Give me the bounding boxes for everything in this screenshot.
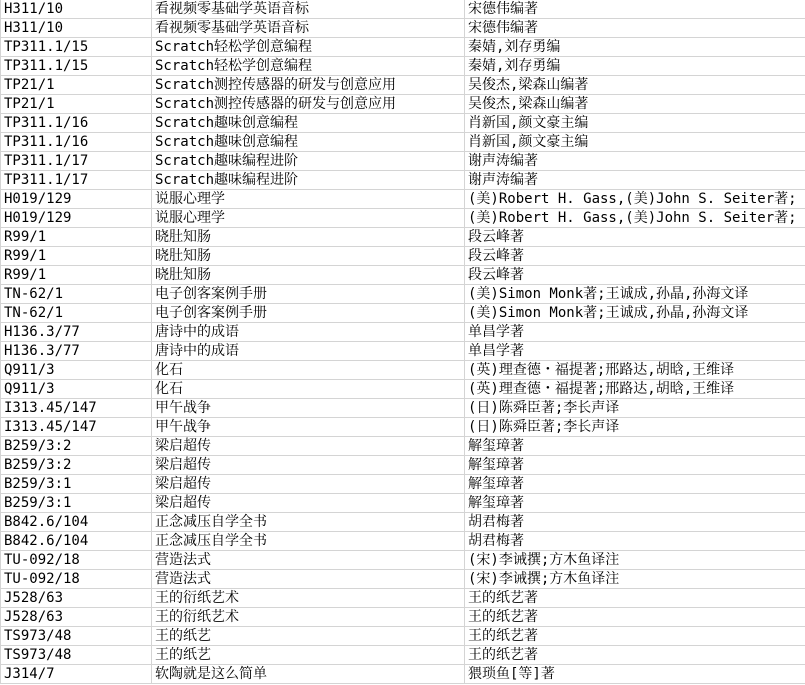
cell-author[interactable]: 胡君梅著	[465, 513, 805, 532]
cell-call-number[interactable]: R99/1	[1, 266, 152, 285]
cell-call-number[interactable]: H136.3/77	[1, 342, 152, 361]
cell-call-number[interactable]: I313.45/147	[1, 399, 152, 418]
cell-book-title[interactable]: Scratch趣味编程进阶	[152, 152, 465, 171]
cell-book-title[interactable]: 营造法式	[152, 570, 465, 589]
table-row	[1, 399, 805, 418]
cell-book-title[interactable]: 说服心理学	[152, 190, 465, 209]
cell-call-number[interactable]: TP311.1/16	[1, 133, 152, 152]
cell-book-title[interactable]: 正念减压自学全书	[152, 532, 465, 551]
cell-book-title[interactable]: 晓肚知肠	[152, 266, 465, 285]
cell-book-title[interactable]: Scratch轻松学创意编程	[152, 38, 465, 57]
cell-call-number[interactable]: TP311.1/17	[1, 152, 152, 171]
cell-author[interactable]: (宋)李诫撰;方木鱼译注	[465, 570, 805, 589]
cell-author[interactable]: 段云峰著	[465, 228, 805, 247]
cell-book-title[interactable]: 王的衍纸艺术	[152, 589, 465, 608]
cell-call-number[interactable]: B842.6/104	[1, 532, 152, 551]
table-row	[1, 456, 805, 475]
cell-call-number[interactable]: TN-62/1	[1, 285, 152, 304]
cell-author[interactable]: (美)Robert H. Gass,(美)John S. Seiter著;	[465, 209, 805, 228]
cell-call-number[interactable]: J314/7	[1, 665, 152, 684]
cell-book-title[interactable]: 甲午战争	[152, 399, 465, 418]
table-row	[1, 285, 805, 304]
table-row	[1, 95, 805, 114]
cell-call-number[interactable]: TP311.1/15	[1, 38, 152, 57]
cell-call-number[interactable]: Q911/3	[1, 380, 152, 399]
table-row	[1, 361, 805, 380]
cell-call-number[interactable]: I313.45/147	[1, 418, 152, 437]
cell-book-title[interactable]: 王的纸艺	[152, 627, 465, 646]
cell-call-number[interactable]: TU-092/18	[1, 551, 152, 570]
cell-call-number[interactable]: TP311.1/17	[1, 171, 152, 190]
table-row	[1, 570, 805, 589]
cell-author[interactable]: 吴俊杰,梁森山编著	[465, 95, 805, 114]
cell-book-title[interactable]: 梁启超传	[152, 456, 465, 475]
cell-author[interactable]: 宋德伟编著	[465, 0, 805, 19]
cell-call-number[interactable]: TP311.1/16	[1, 114, 152, 133]
table-row	[1, 589, 805, 608]
cell-call-number[interactable]: H019/129	[1, 209, 152, 228]
table-row	[1, 551, 805, 570]
cell-call-number[interactable]: R99/1	[1, 247, 152, 266]
table-row	[1, 152, 805, 171]
table-row	[1, 114, 805, 133]
table-row	[1, 76, 805, 95]
cell-call-number[interactable]: TS973/48	[1, 646, 152, 665]
cell-author[interactable]: (日)陈舜臣著;李长声译	[465, 399, 805, 418]
cell-book-title[interactable]: 梁启超传	[152, 475, 465, 494]
cell-author[interactable]: 王的纸艺著	[465, 589, 805, 608]
cell-author[interactable]: (美)Robert H. Gass,(美)John S. Seiter著;	[465, 190, 805, 209]
table-row	[1, 418, 805, 437]
cell-author[interactable]: 秦婧,刘存勇编	[465, 38, 805, 57]
cell-call-number[interactable]: TU-092/18	[1, 570, 152, 589]
table-row	[1, 437, 805, 456]
cell-author[interactable]: (日)陈舜臣著;李长声译	[465, 418, 805, 437]
cell-book-title[interactable]: 甲午战争	[152, 418, 465, 437]
cell-author[interactable]: (美)Simon Monk著;王诚成,孙晶,孙海文译	[465, 285, 805, 304]
cell-book-title[interactable]: 梁启超传	[152, 494, 465, 513]
cell-author[interactable]: 胡君梅著	[465, 532, 805, 551]
table-row	[1, 494, 805, 513]
cell-call-number[interactable]: H311/10	[1, 0, 152, 19]
cell-author[interactable]: (美)Simon Monk著;王诚成,孙晶,孙海文译	[465, 304, 805, 323]
cell-book-title[interactable]: Scratch趣味创意编程	[152, 114, 465, 133]
cell-author[interactable]: 谢声涛编著	[465, 171, 805, 190]
cell-author[interactable]: (英)理查德・福提著;邢路达,胡晗,王维译	[465, 361, 805, 380]
cell-call-number[interactable]: TP21/1	[1, 95, 152, 114]
cell-book-title[interactable]: Scratch测控传感器的研发与创意应用	[152, 76, 465, 95]
cell-author[interactable]: 段云峰著	[465, 247, 805, 266]
cell-book-title[interactable]: Scratch轻松学创意编程	[152, 57, 465, 76]
cell-author[interactable]: 单昌学著	[465, 323, 805, 342]
cell-book-title[interactable]: 正念减压自学全书	[152, 513, 465, 532]
cell-call-number[interactable]: B259/3:1	[1, 475, 152, 494]
cell-book-title[interactable]: 唐诗中的成语	[152, 342, 465, 361]
cell-book-title[interactable]: 软陶就是这么简单	[152, 665, 465, 684]
cell-author[interactable]: 单昌学著	[465, 342, 805, 361]
cell-call-number[interactable]: J528/63	[1, 589, 152, 608]
table-row	[1, 209, 805, 228]
cell-author[interactable]: 解玺璋著	[465, 456, 805, 475]
cell-author[interactable]: 段云峰著	[465, 266, 805, 285]
table-row	[1, 513, 805, 532]
cell-author[interactable]: 谢声涛编著	[465, 152, 805, 171]
cell-author[interactable]: (宋)李诫撰;方木鱼译注	[465, 551, 805, 570]
cell-book-title[interactable]: 电子创客案例手册	[152, 285, 465, 304]
cell-book-title[interactable]: 看视频零基础学英语音标	[152, 0, 465, 19]
table-row	[1, 19, 805, 38]
cell-book-title[interactable]: Scratch趣味创意编程	[152, 133, 465, 152]
cell-call-number[interactable]: TS973/48	[1, 627, 152, 646]
table-row	[1, 247, 805, 266]
cell-book-title[interactable]: Scratch测控传感器的研发与创意应用	[152, 95, 465, 114]
table-row	[1, 133, 805, 152]
cell-author[interactable]: 宋德伟编著	[465, 19, 805, 38]
cell-author[interactable]: 肖新国,颜文豪主编	[465, 133, 805, 152]
table-row	[1, 323, 805, 342]
table-row	[1, 665, 805, 684]
cell-book-title[interactable]: 梁启超传	[152, 437, 465, 456]
table-row	[1, 38, 805, 57]
cell-call-number[interactable]: H019/129	[1, 190, 152, 209]
cell-call-number[interactable]: B259/3:2	[1, 456, 152, 475]
cell-book-title[interactable]: 营造法式	[152, 551, 465, 570]
cell-call-number[interactable]: Q911/3	[1, 361, 152, 380]
cell-author[interactable]: 王的纸艺著	[465, 608, 805, 627]
cell-call-number[interactable]: TN-62/1	[1, 304, 152, 323]
cell-book-title[interactable]: 晓肚知肠	[152, 247, 465, 266]
table-row	[1, 304, 805, 323]
cell-author[interactable]: (英)理查德・福提著;邢路达,胡晗,王维译	[465, 380, 805, 399]
cell-call-number[interactable]: TP311.1/15	[1, 57, 152, 76]
cell-call-number[interactable]: H311/10	[1, 19, 152, 38]
cell-author[interactable]: 解玺璋著	[465, 437, 805, 456]
table-row	[1, 608, 805, 627]
table-row	[1, 627, 805, 646]
cell-call-number[interactable]: J528/63	[1, 608, 152, 627]
cell-call-number[interactable]: H136.3/77	[1, 323, 152, 342]
cell-call-number[interactable]: B259/3:2	[1, 437, 152, 456]
table-row	[1, 532, 805, 551]
cell-author[interactable]: 王的纸艺著	[465, 627, 805, 646]
cell-author[interactable]: 吴俊杰,梁森山编著	[465, 76, 805, 95]
cell-call-number[interactable]: R99/1	[1, 228, 152, 247]
cell-book-title[interactable]: 化石	[152, 380, 465, 399]
cell-call-number[interactable]: B259/3:1	[1, 494, 152, 513]
table-row	[1, 380, 805, 399]
cell-author[interactable]: 秦婧,刘存勇编	[465, 57, 805, 76]
table-row	[1, 646, 805, 665]
cell-book-title[interactable]: 说服心理学	[152, 209, 465, 228]
cell-book-title[interactable]: 唐诗中的成语	[152, 323, 465, 342]
table-row	[1, 475, 805, 494]
table-row	[1, 228, 805, 247]
cell-book-title[interactable]: 化石	[152, 361, 465, 380]
cell-call-number[interactable]: TP21/1	[1, 76, 152, 95]
table-row	[1, 266, 805, 285]
grid-body	[1, 0, 805, 684]
cell-book-title[interactable]: 晓肚知肠	[152, 228, 465, 247]
cell-author[interactable]: 解玺璋著	[465, 494, 805, 513]
cell-author[interactable]: 肖新国,颜文豪主编	[465, 114, 805, 133]
table-row	[1, 0, 805, 19]
cell-book-title[interactable]: 王的纸艺	[152, 646, 465, 665]
table-row	[1, 171, 805, 190]
cell-author[interactable]: 解玺璋著	[465, 475, 805, 494]
table-row	[1, 190, 805, 209]
cell-book-title[interactable]: Scratch趣味编程进阶	[152, 171, 465, 190]
table-row	[1, 342, 805, 361]
cell-book-title[interactable]: 电子创客案例手册	[152, 304, 465, 323]
cell-author[interactable]: 王的纸艺著	[465, 646, 805, 665]
table-row	[1, 57, 805, 76]
cell-book-title[interactable]: 看视频零基础学英语音标	[152, 19, 465, 38]
cell-author[interactable]: 猥琐鱼[等]著	[465, 665, 805, 684]
cell-call-number[interactable]: B842.6/104	[1, 513, 152, 532]
cell-book-title[interactable]: 王的衍纸艺术	[152, 608, 465, 627]
